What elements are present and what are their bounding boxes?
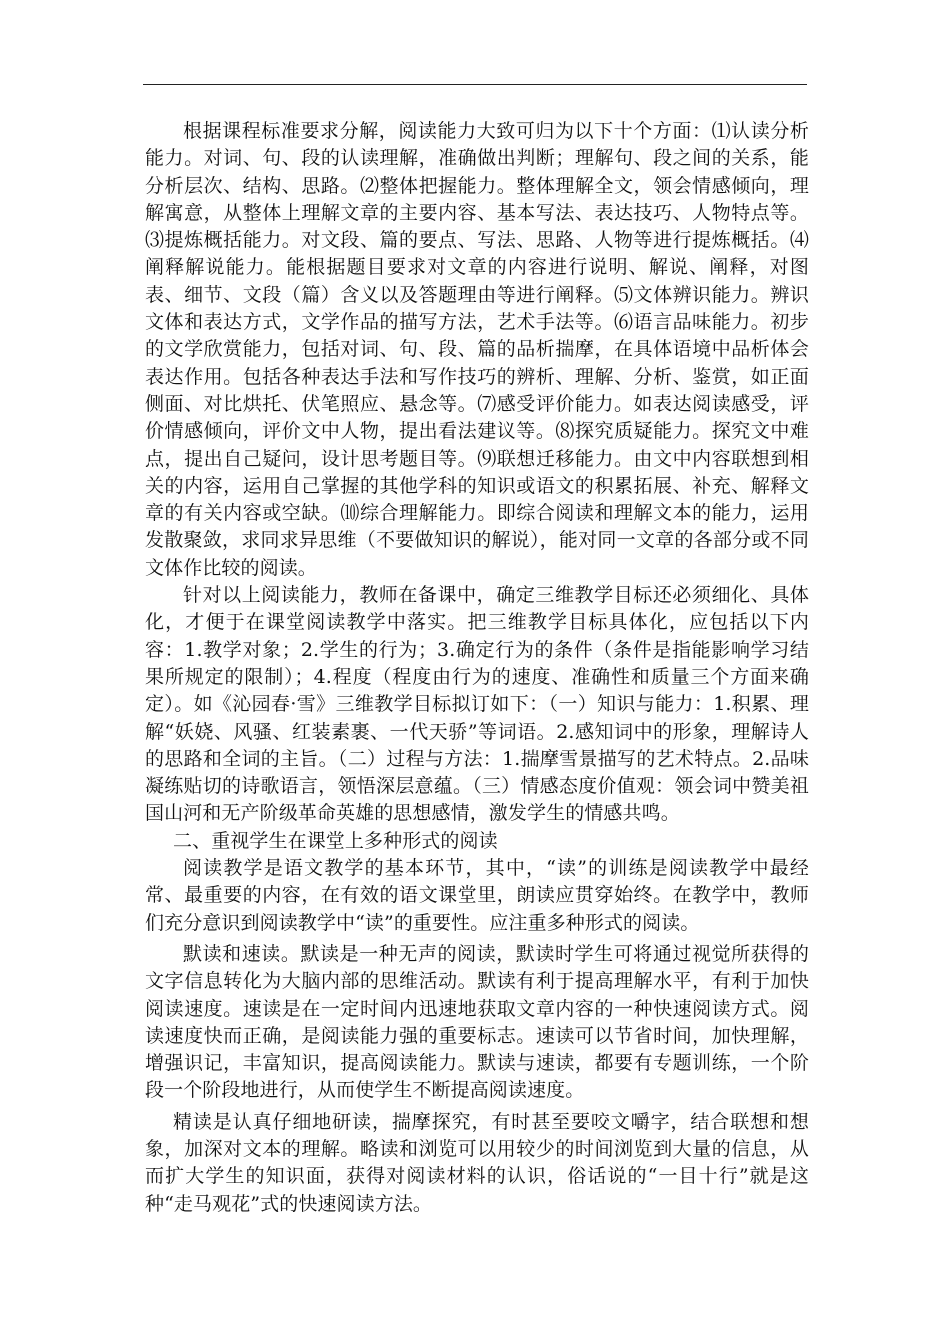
- paragraph-teaching-objectives: 针对以上阅读能力，教师在备课中，确定三维教学目标还必须细化、具体化，才便于在课堂阅读教学中落实。把三维教学目标具体化，应包括以下内容：1.教学对象；2.学生的行为；3.确定行为的条件（条件是指能影响学习结果所规定的限制）；4.程度（程度由行为的速度、准确性和质量三个方面来确定）。如《沁园春·雪》三维教学目标拟订如下：（一）知识与能力：1.积累、理解“妖娆、风骚、红装素裹、一代天骄”等词语。2.感知词中的形象，理解诗人的思路和全词的主旨。（二）过程与方法：1.揣摩雪景描写的艺术特点。2.品味凝练贴切的诗歌语言，领悟深层意蕴。（三）情感态度价值观：领会词中赞美祖国山河和无产阶级革命英雄的思想感情，激发学生的情感共鸣。: [145, 584, 809, 825]
- header-rule: [143, 84, 807, 85]
- paragraph-silent-speed-reading: 默读和速读。默读是一种无声的阅读，默读时学生可将通过视觉所获得的文字信息转化为大脑内部的思维活动。默读有利于提高理解水平，有利于加快阅读速度。速读是在一定时间内迅速地获取文章内容的一种快速阅读方式。阅读速度快而正确，是阅读能力强的重要标志。速读可以节省时间，加快理解，增强识记，丰富知识，提高阅读能力。默读与速读，都要有专题训练，一个阶段一个阶段地进行，从而使学生不断提高阅读速度。: [145, 942, 809, 1102]
- section-heading: 二、重视学生在课堂上多种形式的阅读: [173, 829, 498, 852]
- paragraph-intensive-reading: 精读是认真仔细地研读，揣摩探究，有时甚至要咬文嚼字，结合联想和想象，加深对文本的理解。略读和浏览可以用较少的时间浏览到大量的信息，从而扩大学生的知识面，获得对阅读材料的认识，俗话说的“一目十行”就是这种“走马观花”式的快速阅读方法。: [145, 1110, 809, 1215]
- document-body: [145, 118, 809, 1218]
- paragraph-reading-teaching: 阅读教学是语文教学的基本环节，其中，“读”的训练是阅读教学中最经常、最重要的内容，在有效的语文课堂里，朗读应贯穿始终。在教学中，教师们充分意识到阅读教学中“读”的重要性。应注重多种形式的阅读。: [145, 857, 809, 934]
- paragraph-reading-abilities: 根据课程标准要求分解，阅读能力大致可归为以下十个方面：⑴认读分析能力。对词、句、段的认读理解，准确做出判断；理解句、段之间的关系，能分析层次、结构、思路。⑵整体把握能力。整体理解全文，领会情感倾向，理解寓意，从整体上理解文章的主要内容、基本写法、表达技巧、人物特点等。⑶提炼概括能力。对文段、篇的要点、写法、思路、人物等进行提炼概括。⑷阐释解说能力。能根据题目要求对文章的内容进行说明、解说、阐释，对图表、细节、文段（篇）含义以及答题理由等进行阐释。⑸文体辨识能力。辨识文体和表达方式，文学作品的描写方法，艺术手法等。⑹语言品味能力。初步的文学欣赏能力，包括对词、句、段、篇的品析揣摩，在具体语境中品析体会表达作用。包括各种表达手法和写作技巧的辨析、理解、分析、鉴赏，如正面侧面、对比烘托、伏笔照应、悬念等。⑺感受评价能力。如表达阅读感受，评价情感倾向，评价文中人物，提出看法建议等。⑻探究质疑能力。探究文中难点，提出自己疑问，设计思考题目等。⑼联想迁移能力。由文中内容联想到相关的内容，运用自己掌握的其他学科的知识或语文的积累拓展、补充、解释文章的有关内容或空缺。⑽综合理解能力。即综合阅读和理解文本的能力，运用发散聚敛，求同求异思维（不要做知识的解说），能对同一文章的各部分或不同文体作比较的阅读。: [145, 120, 809, 579]
